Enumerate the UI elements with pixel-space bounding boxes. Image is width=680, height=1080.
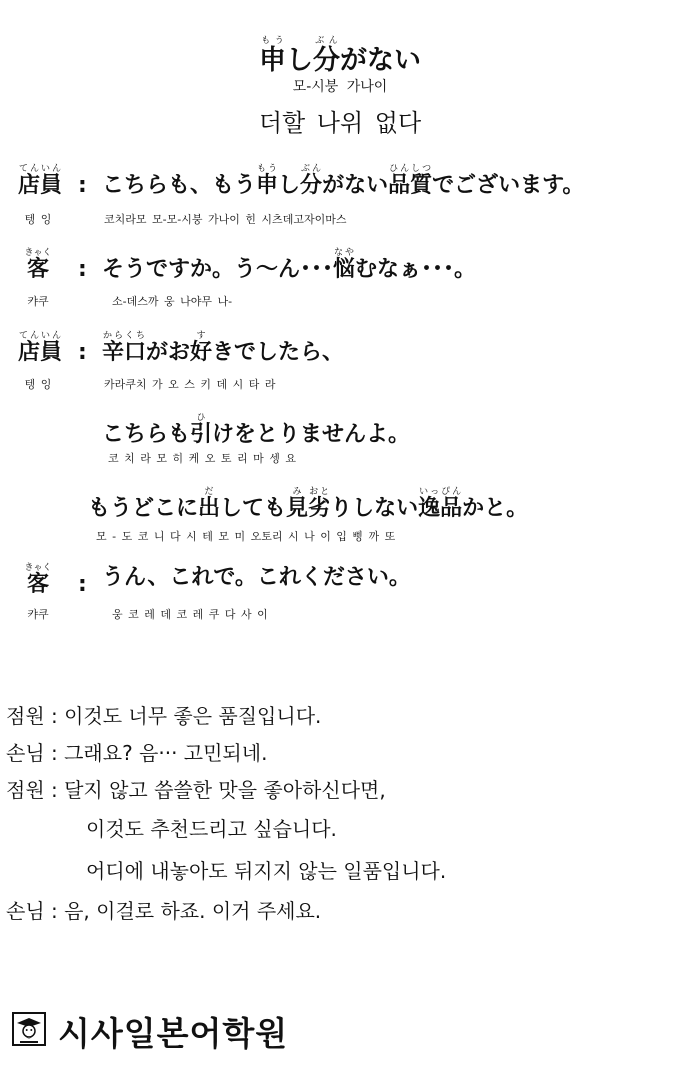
japanese-text: むなぁ･･･。 (355, 257, 477, 282)
dialogue-line-japanese (102, 331, 344, 369)
dialogue-line-japanese (102, 248, 476, 286)
translation-line: 점원 : 이것도 너무 좋은 품질입니다. (6, 704, 322, 728)
japanese-text: し (278, 173, 301, 198)
dialogue-line-japanese (102, 563, 411, 594)
japanese-text: がない (322, 173, 389, 198)
speaker-label: 店員てんいん (18, 164, 63, 198)
translation-speaker: 점원 (6, 704, 45, 728)
furigana-word: 辛口からくち (102, 331, 147, 365)
translation-text: 이것도 추천드리고 싶습니다. (86, 817, 337, 841)
translation-text: 달지 않고 씁쓸한 맛을 좋아하신다면, (64, 778, 386, 802)
dialogue-line-reading: 웅 코 레 데 코 레 쿠 다 사 이 (112, 608, 268, 621)
translation-text: 그래요? 음··· 고민되네. (64, 741, 268, 765)
japanese-text: こちらも (102, 422, 191, 447)
speaker-colon: : (78, 340, 87, 365)
japanese-text: うん、これで。これください。 (102, 565, 411, 590)
furigana-word: 好す (190, 331, 213, 365)
furigana-word: 見み (286, 487, 309, 521)
furigana-word: 分ぶん (300, 164, 323, 198)
translation-speaker: 점원 (6, 778, 45, 802)
scholar-portrait-icon (12, 1012, 46, 1046)
japanese-text: けをとりませんよ。 (212, 422, 411, 447)
dialogue-line-reading: 모 - 도 코 니 다 시 테 모 미 오토리 시 나 이 입 삥 까 또 (96, 530, 396, 543)
japanese-text: りしない (330, 496, 419, 521)
expression-title: 申もうし分ぶんがない (259, 36, 421, 76)
translation-speaker: 손님 (6, 899, 45, 923)
translation-line: 손님 : 그래요? 음··· 고민되네. (6, 741, 268, 765)
dialogue-line-japanese (102, 413, 410, 451)
furigana-word: 出だ (198, 487, 221, 521)
furigana-word: 逸品いっぴん (418, 487, 463, 521)
speaker-label: 店員てんいん (18, 331, 63, 365)
speaker-colon: : (78, 257, 87, 282)
japanese-text: もうどこに (88, 496, 199, 521)
translation-line: 점원 : 달지 않고 씁쓸한 맛을 좋아하신다면, (6, 778, 386, 802)
translation-line: 손님 : 음, 이걸로 하죠. 이거 주세요. (6, 899, 322, 923)
dialogue-line-reading: 카라쿠치 가 오 스 키 데 시 타 라 (104, 378, 276, 391)
dialogue-line-japanese (102, 164, 584, 202)
japanese-text: がお (146, 340, 191, 365)
academy-name: 시사일본어학원 (58, 1014, 289, 1053)
speaker-colon: : (78, 173, 87, 198)
speaker-reading: 텡 잉 (24, 213, 52, 226)
furigana-word: 申もう (256, 164, 279, 198)
japanese-text: きでしたら、 (212, 340, 345, 365)
expression-reading: 모-시붕 가나이 (292, 79, 388, 95)
dialogue-line-reading: 소-데스까 웅 나야무 나- (112, 295, 233, 308)
japanese-text: でございます。 (432, 173, 585, 198)
translation-text: 이것도 너무 좋은 품질입니다. (64, 704, 322, 728)
translation-line (86, 858, 446, 884)
furigana-word: 悩なや (333, 248, 356, 282)
furigana-word: 品質ひんしつ (388, 164, 433, 198)
translation-text: 어디에 내놓아도 뒤지지 않는 일품입니다. (86, 859, 447, 883)
translation-text: 음, 이걸로 하죠. 이거 주세요. (64, 899, 322, 923)
speaker-colon: : (78, 572, 87, 597)
japanese-text: こちらも、もう (102, 173, 257, 198)
dialogue-line-reading: 코치라모 모-모-시붕 가나이 힌 시츠데고자이마스 (104, 213, 347, 226)
dialogue-line-reading: 코 치 라 모 히 케 오 토 리 마 셍 요 (108, 452, 296, 465)
japanese-text: かと。 (462, 496, 529, 521)
speaker-label: 客きゃく (24, 248, 52, 282)
furigana-word: 劣おと (308, 487, 331, 521)
japanese-text: そうですか。う～ん･･･ (102, 257, 334, 282)
speaker-reading: 텡 잉 (24, 378, 52, 391)
expression-korean-meaning: 더할 나위 없다 (258, 109, 422, 137)
speaker-reading: 캬쿠 (27, 608, 49, 621)
speaker-reading: 캬쿠 (27, 295, 49, 308)
translation-line (86, 816, 337, 842)
translation-speaker: 손님 (6, 741, 45, 765)
furigana-word: 引ひ (190, 413, 213, 447)
speaker-label: 客きゃく (24, 563, 52, 597)
dialogue-line-japanese (88, 487, 528, 525)
japanese-text: しても (220, 496, 287, 521)
